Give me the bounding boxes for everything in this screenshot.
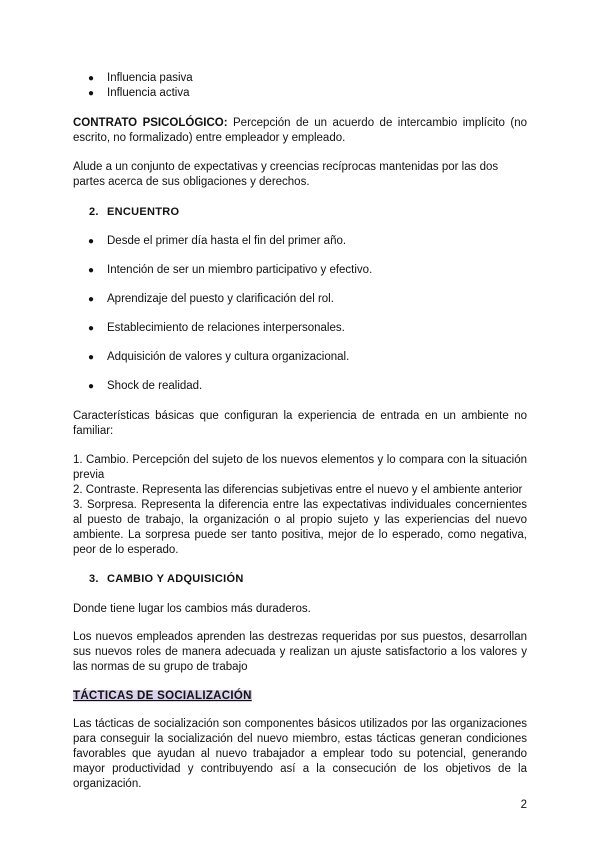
bullet-icon: ● bbox=[88, 294, 95, 305]
list-item: ● Desde el primer día hasta el fin del primer año. bbox=[88, 235, 347, 247]
list-item: ● Intención de ser un miembro participativo y efectivo. bbox=[88, 264, 373, 276]
bullet-icon: ● bbox=[88, 73, 95, 84]
list-item: ● Influencia pasiva bbox=[88, 72, 193, 84]
characteristic-item: 2. Contraste. Representa las diferencias subjetivas entre el nuevo y el ambiente anterior bbox=[73, 484, 523, 496]
tacticas-heading bbox=[73, 689, 527, 704]
influence-list bbox=[73, 71, 527, 101]
bullet-icon: ● bbox=[88, 381, 95, 392]
cambio-paragraph-1: Donde tiene lugar los cambios más duraderos. bbox=[73, 603, 311, 615]
section-title: CAMBIO Y ADQUISICIÓN bbox=[107, 573, 244, 585]
section-number: 3. bbox=[89, 573, 99, 585]
contrato-definition: Percepción de un acuerdo de intercambio implícito (no escrito, no formalizado) entre empleador y empleado. bbox=[73, 117, 527, 144]
characteristic-item: 3. Sorpresa. Representa la diferencia entre las expectativas individuales concernientes al puesto de trabajo, la organización o al propio sujeto y las experiencias del nuevo ambiente. La sorpresa puede ser tanto positiva, mejor de lo esperado, como negativa, peor de lo esperado. bbox=[73, 499, 527, 556]
bullet-icon: ● bbox=[88, 265, 95, 276]
encuentro-intro: Características básicas que configuran la experiencia de entrada en un ambiente no familiar: bbox=[73, 410, 527, 437]
bullet-icon: ● bbox=[88, 323, 95, 334]
tacticas-paragraph: Las tácticas de socialización son componentes básicos utilizados por las organizaciones para conseguir la socialización del nuevo miembro, estas tácticas generan condiciones favorables que ayudan al nuevo trabajador a emplear todo su potencial, generando mayor productividad y contribuyendo así a la consecución de los objetivos de la organización. bbox=[73, 718, 527, 790]
section-2-heading bbox=[73, 205, 527, 220]
list-item: ● Adquisición de valores y cultura organizacional. bbox=[88, 351, 350, 363]
bullet-icon: ● bbox=[88, 236, 95, 247]
characteristic-item: 1. Cambio. Percepción del sujeto de los nuevos elementos y lo compara con la situación previa bbox=[73, 454, 527, 481]
list-item: ● Shock de realidad. bbox=[88, 380, 203, 392]
contrato-term: CONTRATO PSICOLÓGICO: bbox=[73, 117, 228, 129]
list-item: ● Aprendizaje del puesto y clarificación del rol. bbox=[88, 293, 334, 305]
contrato-note: Alude a un conjunto de expectativas y creencias recíprocas mantenidas por las dos partes acerca de sus obligaciones y derechos. bbox=[73, 161, 499, 188]
page-number: 2 bbox=[520, 799, 527, 811]
bullet-icon: ● bbox=[88, 352, 95, 363]
encuentro-list bbox=[73, 234, 527, 394]
list-item: ● Influencia activa bbox=[88, 87, 190, 99]
cambio-paragraph-2: Los nuevos empleados aprenden las destrezas requeridas por sus puestos, desarrollan sus nuevos roles de manera adecuada y realizan un ajuste satisfactorio a los valores y las normas de su grupo de trabajo bbox=[73, 631, 527, 673]
characteristics-list bbox=[73, 453, 527, 558]
bullet-icon: ● bbox=[88, 88, 95, 99]
section-number: 2. bbox=[89, 206, 99, 218]
section-title: ENCUENTRO bbox=[107, 206, 180, 218]
contrato-paragraph bbox=[73, 116, 527, 146]
section-3-heading bbox=[73, 572, 527, 587]
list-item: ● Establecimiento de relaciones interpersonales. bbox=[88, 322, 345, 334]
tacticas-title: TÁCTICAS DE SOCIALIZACIÓN bbox=[73, 690, 252, 702]
